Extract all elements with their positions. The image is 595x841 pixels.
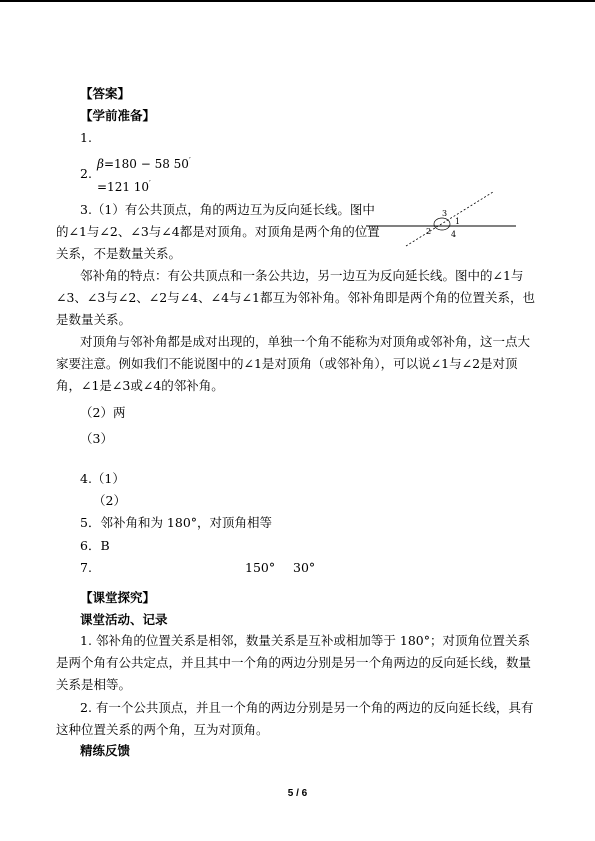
item-2-expr2: =121 10 [97, 180, 150, 194]
top-rule [0, 0, 595, 2]
angle-label-3: 3 [442, 209, 448, 218]
item-7-label: 7. [80, 560, 92, 575]
item-7-value-1: 150° [245, 560, 276, 575]
angle-label-1: 1 [455, 217, 461, 226]
item-4-2: （2） [93, 493, 126, 508]
explore-para-2: 2. 有一个公共顶点，并且一个角的两边分别是另一个角的两边的反向延长线，具有这种位置关系的两个角，互为对顶角。 [56, 700, 534, 737]
item-7-value-2: 30° [293, 560, 316, 575]
angle-arc [434, 218, 450, 230]
item-3-2: （2）两 [80, 405, 126, 420]
angle-label-2: 2 [426, 227, 432, 236]
page-number: 5 / 6 [287, 788, 308, 799]
activity-heading: 课堂活动、记录 [80, 612, 168, 627]
angles-figure [360, 188, 520, 258]
beta-symbol: β [97, 157, 104, 171]
item-3-3: （3） [80, 431, 113, 446]
item-2-prime2: ′ [149, 179, 151, 188]
item-1-label: 1. [80, 130, 92, 145]
item-4-1: 4.（1） [80, 471, 125, 486]
answer-heading: 【答案】 [80, 86, 131, 101]
item-2-line1 [97, 153, 191, 172]
angle-label-4: 4 [451, 230, 457, 239]
item-3-para-2 [56, 265, 540, 331]
item-6: 6．B [80, 538, 110, 553]
item-5: 5．邻补角和为 180°，对顶角相等 [80, 515, 273, 530]
oblique-line [406, 192, 493, 246]
item-2-expr1: =180 − 58 50 [103, 157, 189, 171]
item-2-label: 2. [80, 166, 92, 181]
prep-heading: 【学前准备】 [80, 108, 156, 123]
feedback-heading: 精练反馈 [80, 744, 131, 758]
item-3-para-2-text: 邻补角的特点：有公共顶点和一条公共边，另一边互为反向延长线。图中的∠1与∠3、∠3与∠2、∠2与∠4、∠4与∠1都互为邻补角。邻补角即是两个角的位置关系，也是数量关系。 [56, 268, 535, 327]
item-2-prime1: ′ [188, 156, 191, 165]
item-2-line2 [97, 176, 151, 195]
explore-para-1: 1. 邻补角的位置关系是相邻，数量关系是互补或相加等于 180°；对顶角位置关系是两个角有公共定点，并且其中一个角的两边分别是另一个角两边的反向延长线，数量关系是相等。 [56, 633, 532, 692]
explore-heading: 【课堂探究】 [80, 590, 156, 605]
item-3-para-3: 对顶角与邻补角都是成对出现的，单独一个角不能称为对顶角或邻补角，这一点大家要注意。例如我们不能说图中的∠1是对顶角（或邻补角），可以说∠1与∠2是对顶角，∠1是∠3或∠4的邻补角。 [56, 334, 531, 393]
item-3-para-1: 3.（1）有公共顶点，角的两边互为反向延长线。图中的∠1与∠2、∠3与∠4都是对顶角。对顶角是两个角的位置关系，不是数量关系。 [56, 202, 380, 261]
